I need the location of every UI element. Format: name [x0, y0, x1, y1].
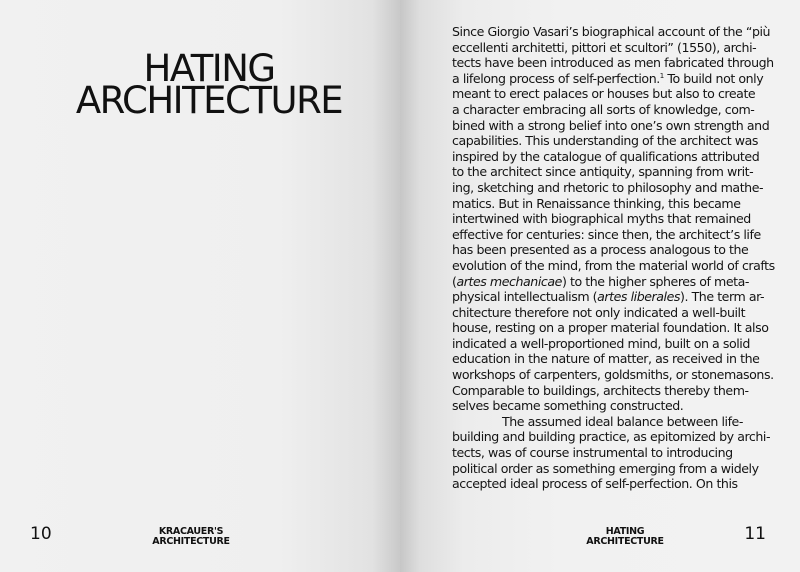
text-line: Since Giorgio Vasari’s biographical account of the “più — [452, 24, 771, 39]
text-segment: ( — [452, 273, 457, 289]
text-line: selves became something constructed. — [452, 398, 684, 414]
text-line — [452, 71, 762, 87]
chapter-title — [49, 46, 369, 122]
text-line: tects have been introduced as men fabricated through — [452, 55, 774, 71]
right-page — [400, 0, 800, 572]
text-segment: a lifelong process of self-perfection. — [452, 70, 660, 86]
text-line: capabilities. This understanding of the architect was — [452, 133, 759, 149]
text-segment: ) to the higher spheres of meta- — [561, 273, 750, 289]
text-line: intertwined with biographical myths that remained — [452, 211, 751, 227]
footnote-marker: 1 — [659, 71, 664, 80]
text-segment: ). The term ar- — [680, 289, 765, 305]
text-segment: To build not only — [663, 70, 764, 86]
text-line: inspired by the catalogue of qualifications attributed — [452, 148, 760, 164]
text-line: workshops of carpenters, goldsmiths, or stonemasons. — [452, 367, 774, 383]
text-line — [452, 289, 765, 305]
text-line: ing, sketching and rhetoric to philosophy and mathe- — [452, 179, 764, 195]
italic-term: artes liberales — [597, 289, 680, 305]
text-line: accepted ideal process of self-perfection. On this — [452, 476, 738, 492]
text-line: has been presented as a process analogous to the — [452, 242, 749, 258]
text-line: tects, was of course instrumental to introducing — [452, 445, 733, 461]
text-line: matics. But in Renaissance thinking, this became — [452, 195, 741, 211]
text-line: The assumed ideal balance between life- — [502, 413, 743, 429]
text-line: political order as something emerging from a widely — [452, 460, 759, 476]
text-line: a character embracing all sorts of knowledge, com- — [452, 101, 755, 117]
text-line: meant to erect palaces or houses but also to create — [452, 86, 756, 102]
page-number-right: 11 — [744, 524, 766, 544]
running-head-right — [582, 527, 668, 547]
text-line: chitecture therefore not only indicated a well-built — [452, 304, 746, 320]
text-line: education in the nature of matter, as received in the — [452, 351, 760, 367]
text-line: evolution of the mind, from the material world of crafts — [452, 257, 775, 273]
text-line: bined with a strong belief into one’s own strength and — [452, 117, 770, 133]
text-line: house, resting on a proper material foundation. It also — [452, 320, 769, 336]
text-line: building and building practice, as epitomized by archi- — [452, 429, 771, 445]
running-head-right-line-1: HATING — [605, 526, 645, 537]
body-text — [452, 24, 775, 492]
italic-term: artes mechanicae — [456, 273, 562, 289]
text-line: eccellenti architetti, pittori et scultori” (1550), archi- — [452, 39, 757, 55]
running-head-left-line-2: ARCHITECTURE — [152, 536, 230, 547]
chapter-title-line-2: ARCHITECTURE — [75, 78, 343, 122]
text-segment: physical intellectualism ( — [452, 289, 598, 305]
text-line: effective for centuries: since then, the architect’s life — [452, 226, 761, 242]
running-head-left — [148, 527, 234, 547]
page-number-left: 10 — [30, 524, 52, 544]
text-line: to the architect since antiquity, spanning from writ- — [452, 164, 754, 180]
running-head-right-line-2: ARCHITECTURE — [586, 536, 664, 547]
running-head-left-line-1: KRACAUER'S — [158, 526, 224, 537]
chapter-title-line-1: HATING — [143, 46, 275, 90]
text-line: Comparable to buildings, architects thereby them- — [452, 382, 749, 398]
text-line: indicated a well-proportioned mind, built on a solid — [452, 335, 750, 351]
text-line — [452, 274, 762, 290]
